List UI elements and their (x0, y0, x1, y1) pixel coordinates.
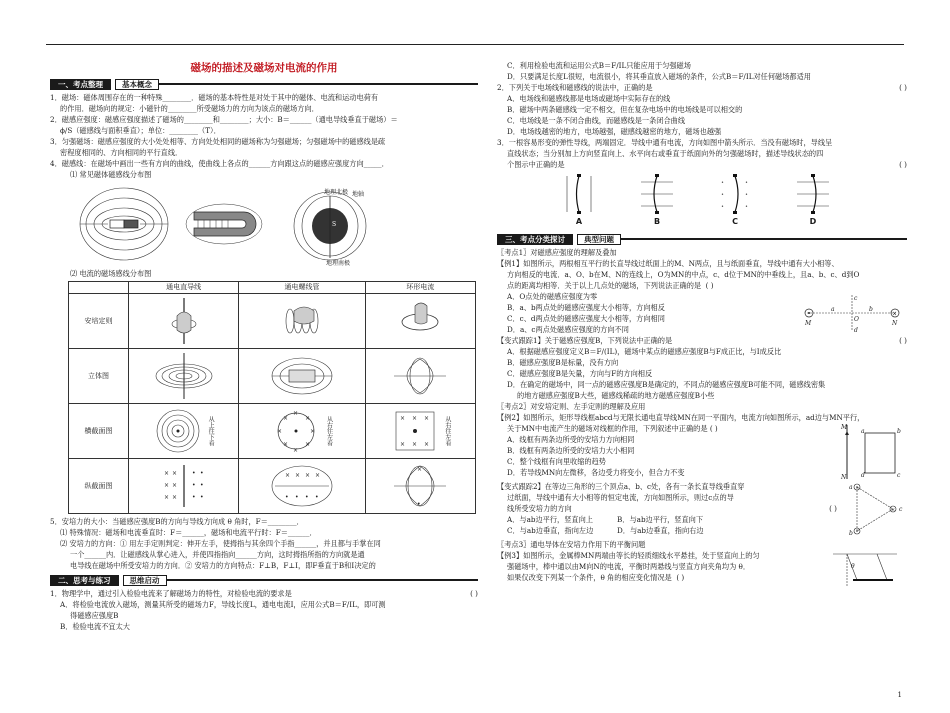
option-label: B (653, 217, 661, 226)
variant-2-option-d: D．与ab边垂直，指向右边 (617, 526, 704, 535)
answer-paren: ( ) (676, 573, 685, 582)
svg-text:a: a (849, 484, 853, 491)
question-1-option-b: B．检验电流不宜太大 (60, 622, 130, 631)
svg-text:×: × (411, 441, 417, 448)
section-1-header (50, 78, 478, 90)
question-3-cont2 (497, 159, 907, 170)
table-cell-figure (129, 349, 239, 404)
example-1-option-d: D．a、c两点处磁感应强度的方向不同 (507, 325, 629, 334)
right-hand-solenoid-icon (272, 296, 332, 346)
item-1: 1．磁场：磁体周围存在的一种特殊________．磁场的基本特性是对处于其中的磁体、电流和运动电荷有 (50, 93, 379, 102)
loop-3d-icon (390, 351, 450, 401)
section-rule (621, 238, 907, 240)
svg-text:×: × (305, 441, 311, 448)
svg-text:×: × (305, 415, 311, 422)
solenoid-cross-section-icon (271, 406, 321, 456)
item-2: 2．磁感应强度：磁感应强度描述了磁场的________和________；大小：B＝______（通电导线垂直于磁场）＝ (50, 115, 398, 124)
current-field-table (68, 281, 476, 514)
option-d-figure (793, 172, 833, 216)
svg-text:×: × (399, 415, 405, 422)
page-title: 磁场的描述及磁场对电流的作用 (190, 62, 338, 74)
svg-text:•: • (191, 482, 196, 489)
answer-paren: ( ) (705, 281, 714, 290)
example-1: 【例1】如图所示，两根相互平行的长直导线过纸面上的M、N两点，且与纸面垂直，导线中通有大小相等、 (497, 259, 839, 268)
example-1-body (497, 291, 907, 335)
svg-text:•: • (199, 482, 204, 489)
svg-text:×: × (171, 470, 177, 477)
svg-text:•: • (199, 494, 204, 501)
page-number: 1 (897, 691, 902, 699)
example-2-body (497, 423, 907, 481)
example-1-cont2 (497, 280, 907, 291)
variant-2-option-a: A．与ab边平行，竖直向上 (507, 515, 593, 524)
right-column (497, 60, 907, 590)
example-2-cont (497, 423, 837, 434)
question-1 (50, 588, 478, 599)
item-3: 3．匀强磁场：磁感应强度的大小处处相等、方向处处相同的磁场称为匀强磁场；匀强磁场中的磁感线是疏 (50, 137, 386, 146)
question-1-option-a-cont: 得磁感应强度B (70, 611, 119, 620)
example-2-option-a: A．线框有两条边所受的安培力方向相同 (507, 435, 635, 444)
section-rule (159, 83, 478, 85)
side-label: 从右往左看 (443, 416, 451, 446)
option-b-figure (637, 172, 677, 216)
question-1-option-c: C．利用检验电流和运用公式B＝F/IL只能应用于匀强磁场 (507, 61, 691, 70)
svg-text:•: • (284, 494, 289, 501)
loop-cross-section-icon (390, 406, 440, 456)
variant-2-figure (837, 481, 907, 539)
example-3-body (497, 550, 907, 590)
example-3-figure (827, 550, 907, 590)
svg-text:×: × (293, 447, 299, 454)
question-2-option-c: C．电场线是一条不闭合曲线，而磁感线是一条闭合曲线 (507, 116, 686, 125)
fig1-label: a (831, 306, 835, 313)
table-cell-figure (365, 459, 475, 514)
earth-field-figure (280, 182, 380, 266)
straight-longitudinal-icon (154, 461, 214, 511)
variant-2-text (497, 481, 837, 539)
table-row-label: 纵截面图 (69, 459, 129, 514)
topic-1: 〖考点1〗对磁感应强度的理解及叠加 (497, 248, 617, 257)
variant-1-option-d-cont: 的地方磁感应强度B大些，磁感线稀疏的地方磁感应强度B小些 (517, 391, 715, 400)
svg-text:N: N (841, 474, 847, 481)
fig1-label: M (805, 320, 812, 327)
variant-2-cont: 过纸面，导线中通有大小相等的恒定电流，方向如图所示，则过c点的导 (507, 493, 734, 502)
svg-text:×: × (163, 470, 169, 477)
table-cell-figure (239, 349, 365, 404)
svg-text:•: • (294, 494, 299, 501)
svg-text:a: a (861, 428, 865, 435)
table-cell-figure (239, 404, 365, 459)
magnet-figures (50, 180, 478, 268)
svg-text:×: × (283, 441, 289, 448)
table-head-straight: 通电直导线 (129, 282, 239, 294)
variant-1-stem: 【变式跟踪1】关于磁感应强度B，下列说法中正确的是 (497, 336, 673, 345)
table-row-label: 横截面图 (69, 404, 129, 459)
question-3: 3．一根容易形变的弹性导线，两端固定．导线中通有电流，方向如图中箭头所示．当没有磁场时，导线呈 (497, 138, 833, 147)
example-3-cont2 (497, 572, 827, 583)
option-label: A (575, 217, 583, 226)
option-label: D (809, 217, 817, 226)
svg-text:×: × (310, 428, 316, 435)
svg-text:×: × (277, 428, 283, 435)
svg-text:θ: θ (851, 563, 855, 570)
svg-text:×: × (399, 441, 405, 448)
svg-text:•: • (721, 180, 724, 186)
svg-text:d: d (861, 472, 865, 479)
variant-2-body (497, 481, 907, 539)
variant-1-option-c: C．磁感应强度B是矢量，方向与F的方向相反 (507, 369, 653, 378)
example-2-option-c: C．整个线框有向里收缩的趋势 (507, 457, 606, 466)
svg-text:•: • (304, 494, 309, 501)
example-1-option-c: C．c、d两点处的磁感应强度大小相等，方向相同 (507, 314, 665, 323)
item-5-sub2: ⑵ 安培力的方向：① 用左手定则判定：伸开左手，使拇指与其余四个手指______，并且都与手掌在同 (60, 539, 381, 548)
svg-text:×: × (423, 415, 429, 422)
answer-paren: ( ) (899, 336, 907, 345)
question-3-option (559, 172, 599, 227)
svg-text:•: • (721, 204, 724, 210)
variant-1-option-b: B．磁感应强度B是标量，没有方向 (507, 358, 619, 367)
item-4-sub1: ⑴ 常见磁体磁感线分布图 (70, 170, 152, 179)
svg-text:b: b (849, 530, 853, 537)
variant-2: 【变式跟踪2】在等边三角形的三个顶点a、b、c处，各有一条长直导线垂直穿 (497, 482, 745, 491)
item-4: 4．磁感线：在磁场中画出一些有方向的曲线，使曲线上各点的______方向跟这点的磁感应强度方向_____． (50, 159, 389, 168)
example-2-figure (837, 423, 907, 481)
variant-2-options-cd (497, 525, 837, 536)
item-5: 5．安培力的大小：当磁感应强度B的方向与导线方向成 θ 角时，F＝________． (50, 517, 304, 526)
table-row-label: 立体图 (69, 349, 129, 404)
svg-text:•: • (745, 204, 748, 210)
svg-text:•: • (199, 470, 204, 477)
earth-label-south: 地理南极 (326, 260, 351, 266)
item-2-cont: ϕ/S（磁感线与面积垂直）；单位：________（T）． (60, 126, 221, 135)
straight-3d-icon (154, 351, 214, 401)
item-5-sub2-cont2: 电导线在磁场中所受安培力的方向．② 安培力的方向特点：F⊥B，F⊥I，即F垂直于B和I决定的 (70, 561, 376, 570)
section-1-bar: 一、考点整理 (50, 79, 111, 90)
example-3-text (497, 550, 827, 590)
svg-text:×: × (163, 494, 169, 501)
example-1-cont: 方向相反的电流．a、O、b在M、N的连线上，O为MN的中点，c、d位于MN的中垂线上，且a、b、c、d到O (507, 270, 860, 279)
svg-text:•: • (721, 192, 724, 198)
svg-text:•: • (745, 192, 748, 198)
example-1-figure (797, 291, 907, 335)
earth-label-s: S (332, 221, 337, 228)
example-1-option-a: A．O点处的磁感应强度为零 (507, 292, 598, 301)
svg-text:×: × (411, 415, 417, 422)
table-cell-figure (365, 349, 475, 404)
svg-text:×: × (283, 415, 289, 422)
variant-1-option-d: D．在确定的磁场中，同一点的磁感应强度B是确定的，不同点的磁感应强度B可能不同，磁感线密集 (507, 380, 826, 389)
section-rule (167, 579, 479, 581)
topic-2: 〖考点2〗对安培定则、左手定则的理解及应用 (497, 402, 646, 411)
item-5-sub2-cont: 一个______内．让磁感线从掌心进入，并使四指指向______方向，这时拇指所指的方向就是通 (70, 550, 365, 559)
question-3-option (715, 172, 755, 227)
svg-text:•: • (314, 494, 319, 501)
example-1-options (497, 291, 797, 335)
answer-paren: ( ) (709, 424, 718, 433)
question-3-option (793, 172, 833, 227)
example-3-cont: 强磁场中，棒中通以由M向N的电流，平衡时两悬线与竖直方向夹角均为 θ． (507, 562, 751, 571)
svg-text:×: × (294, 472, 301, 479)
variant-1 (497, 335, 907, 346)
variant-2-options-ab (497, 514, 837, 525)
table-row-label: 安培定则 (69, 294, 129, 349)
fig1-label: d (854, 327, 858, 334)
example-2-option-b: B．线框有两条边所受的安培力大小相同 (507, 446, 635, 455)
item-5-sub1: ⑴ 特殊情况：磁场和电流垂直时：F＝______，磁场和电流平行时：F＝______． (60, 528, 317, 537)
item-3-cont: 密程度相同的、方向相同的平行直线． (60, 148, 183, 157)
section-3-header (497, 233, 907, 245)
svg-text:×: × (417, 466, 423, 473)
fig1-label: O (854, 316, 859, 323)
svg-text:•: • (417, 501, 421, 508)
item-1-cont: 的作用．磁场向的规定：小磁针的________所受磁场力的方向为该点的磁场方向． (60, 104, 319, 113)
earth-label-axis: 地轴 (352, 191, 365, 198)
u-magnet-field-figure (184, 194, 266, 254)
fig1-label: c (854, 295, 858, 302)
section-2-header (50, 574, 478, 586)
question-2-option-a: A．电场线和磁感线都是电场或磁场中实际存在的线 (507, 94, 671, 103)
question-2-stem: 2．下列关于电场线和磁感线的说法中，正确的是 (497, 83, 653, 92)
example-2: 【例2】如图所示，矩形导线框abcd与无限长通电直导线MN在同一平面内，电流方向如图所示，ad边与MN平行， (497, 413, 865, 422)
svg-text:•: • (191, 470, 196, 477)
svg-text:×: × (314, 472, 321, 479)
variant-2-option-b: B．与ab边平行，竖直向下 (617, 515, 704, 524)
question-2-option-d: D．电场线越密的地方，电场越强，磁感线越密的地方，磁场也越强 (507, 127, 722, 136)
example-1-option-b: B．a、b两点处的磁感应强度大小相等，方向相反 (507, 303, 665, 312)
fig1-label: N (892, 320, 898, 327)
svg-text:×: × (171, 494, 177, 501)
item-4-sub2: ⑵ 电流的磁场感线分布图 (70, 269, 152, 278)
table-cell-figure (129, 294, 239, 349)
question-3-cont: 直线状态；当分别加上方向竖直向上、水平向右或垂直于纸面向外的匀强磁场时，描述导线状态的四 (507, 149, 824, 158)
topic-3: 〖考点3〗通电导体在安培力作用下的平衡问题 (497, 540, 646, 549)
section-3-bar: 三、考点分类探讨 (497, 234, 573, 245)
section-2-bar: 二、思考与练习 (50, 575, 119, 586)
side-label: 从右往左看 (325, 416, 333, 446)
fig1-label: b (869, 306, 873, 313)
svg-text:×: × (163, 482, 169, 489)
table-cell-figure (129, 459, 239, 514)
variant-2-cont2 (497, 503, 837, 514)
table-cell-figure (239, 294, 365, 349)
question-3-figures (497, 172, 907, 227)
loop-longitudinal-icon (390, 461, 450, 511)
svg-text:×: × (284, 472, 291, 479)
svg-text:×: × (304, 472, 311, 479)
question-3-option (637, 172, 677, 227)
table-cell-figure (239, 459, 365, 514)
option-c-figure (715, 172, 755, 216)
svg-text:c: c (899, 506, 903, 513)
question-2-option-b: B．磁场中两条磁感线一定不相交，但在复杂电场中的电场线是可以相交的 (507, 105, 743, 114)
example-2-text (497, 423, 837, 481)
question-3-ask: 个图示中正确的是 (507, 160, 565, 169)
solenoid-longitudinal-icon (267, 461, 337, 511)
side-label: 从上往下看 (207, 416, 215, 446)
straight-cross-section-icon (153, 406, 203, 456)
earth-label-north: 地理北极 (324, 189, 349, 196)
question-1-stem: 1．物理学中，通过引入检验电流来了解磁场力的特性，对检验电流的要求是 (50, 589, 292, 598)
question-1-option-d: D．只要满足长度L很短，电流很小，将其垂直放入磁场的条件，公式B＝F/IL对任何磁场都适用 (507, 72, 811, 81)
svg-text:c: c (897, 472, 901, 479)
example-2-ask: 关于MN中电流产生的磁场对线框的作用，下列叙述中正确的是 (507, 424, 708, 433)
variant-1-option-a: A．根据磁感应强度定义B＝F/(IL)，磁场中某点的磁感应强度B与F成正比，与I成反比 (507, 347, 782, 356)
table-cell-figure (365, 404, 475, 459)
svg-text:b: b (897, 428, 901, 435)
question-1-option-a: A．将检验电流放入磁场，测量其所受的磁场力F，导线长度L，通电电流I，应用公式B＝F/IL，即可测 (60, 600, 386, 609)
section-2-box: 思维启动 (123, 575, 167, 586)
table-corner (69, 282, 129, 294)
answer-paren: ( ) (899, 160, 907, 169)
option-label: C (732, 217, 738, 226)
solenoid-3d-icon (267, 351, 337, 401)
right-hand-straight-icon (159, 296, 209, 346)
svg-text:•: • (745, 180, 748, 186)
right-hand-loop-icon (395, 296, 445, 346)
table-cell-figure (129, 404, 239, 459)
answer-paren: ( ) (470, 589, 478, 598)
svg-text:•: • (191, 494, 196, 501)
variant-2-ask: 线所受安培力的方向 (507, 504, 572, 513)
bar-magnet-field-figure (78, 184, 170, 264)
svg-text:×: × (892, 310, 898, 318)
example-3-ask: 如果仅改变下列某一个条件，θ 角的相应变化情况是 (507, 573, 672, 582)
header-rule (46, 44, 904, 45)
svg-text:×: × (171, 482, 177, 489)
svg-text:×: × (293, 410, 299, 417)
example-1-ask: 点的距离均相等．关于以上几点处的磁场，下列说法正确的是 (507, 281, 702, 290)
example-3: 【例3】如图所示，金属棒MN两端由等长的轻质细线水平悬挂，处于竖直向上的匀 (497, 551, 760, 560)
table-head-solenoid: 通电螺线管 (239, 282, 365, 294)
variant-2-option-c: C．与ab边垂直，指向左边 (507, 526, 594, 535)
svg-text:M: M (841, 424, 848, 431)
table-cell-figure (365, 294, 475, 349)
section-1-box: 基本概念 (115, 79, 159, 90)
option-a-figure (559, 172, 599, 216)
answer-paren: ( ) (829, 504, 837, 513)
svg-text:×: × (891, 507, 896, 513)
table-head-loop: 环形电流 (365, 282, 475, 294)
question-2 (497, 82, 907, 93)
left-column (50, 52, 478, 632)
section-3-box: 典型问题 (577, 234, 621, 245)
answer-paren: ( ) (899, 83, 907, 92)
svg-text:×: × (423, 441, 429, 448)
example-2-option-d: D．若导线MN向左微移，各边受力将变小，但合力不变 (507, 468, 685, 477)
